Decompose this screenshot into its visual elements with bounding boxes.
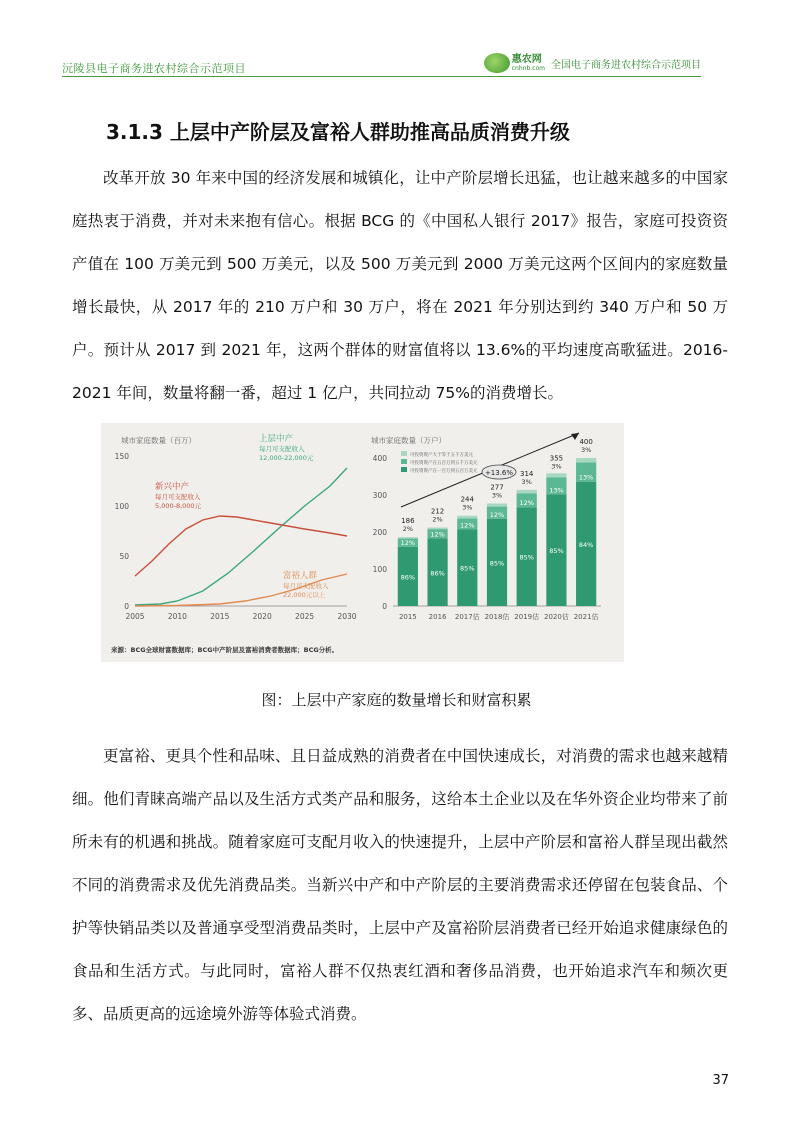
bar-segment bbox=[427, 528, 447, 530]
paragraph-intro: 改革开放 30 年来中国的经济发展和城镇化，让中产阶层增长迅猛，也让越来越多的中国家庭热衷于消费，并对未来抱有信心。根据 BCG 的《中国私人银行 2017》报告，家庭可投资资产值在 100 万美元到 500 万美元，以及 500 万美元到 2000 万美元这两个区间内的家庭数量增长最快，从 2017 年的 210 万户和 30 万户，将在 2021 年分别达到约 340 万户和 50 万户。预计从 2017 到 2021 年，这两个群体的财富值将以 13.6%的平均速度高歌猛进。2016-2021 年间，数量将翻一番，超过 1 亿户，共同拉动 75%的消费增长。 bbox=[72, 169, 728, 402]
growth-arrow-head-icon bbox=[571, 433, 579, 440]
bar-data-label: 3% bbox=[491, 491, 503, 500]
line-series-subtitle: 每月可支配收入 bbox=[283, 582, 329, 590]
line-chart-x-tick: 2005 bbox=[125, 612, 145, 621]
figure bbox=[101, 423, 624, 662]
line-chart-y-tick: 50 bbox=[119, 552, 129, 561]
bar-x-tick: 2015 bbox=[398, 613, 417, 621]
paragraph-body: 更富裕、更具个性和品味、且日益成熟的消费者在中国快速成长，对消费的需求也越来越精细。他们青睐高端产品以及生活方式类产品和服务，这给本土企业以及在华外资企业均带来了前所未有的机遇和挑战。随着家庭可支配月收入的快速提升，上层中产阶层和富裕人群呈现出截然不同的消费需求及优先消费品类。当新兴中产和中产阶层的主要消费需求还停留在包装食品、个护等快销品类以及普通享受型消费品类时，上层中产及富裕阶层消费者已经开始追求健康绿色的食品和生活方式。与此同时，富裕人群不仅热衷红酒和奢侈品消费，也开始追求汽车和频次更多、品质更高的远途境外游等体验式消费。 bbox=[72, 747, 728, 1023]
line-series-label: 上层中产 bbox=[259, 434, 294, 444]
line-series-range: 5,000-8,000元 bbox=[155, 502, 202, 510]
bar-total-label: 355 bbox=[549, 454, 564, 463]
line-chart-y-tick: 0 bbox=[124, 602, 129, 611]
bar-segment bbox=[487, 504, 507, 507]
bar-data-label: 3% bbox=[462, 503, 473, 512]
header-divider bbox=[62, 76, 701, 77]
bar-data-label: 2% bbox=[432, 515, 443, 524]
bar-total-label: 186 bbox=[401, 517, 415, 526]
bar-data-label: 85% bbox=[549, 547, 564, 556]
line-series-range: 22,000元以上 bbox=[283, 591, 326, 599]
bar-x-tick: 2016 bbox=[428, 613, 447, 621]
line-series-label: 新兴中产 bbox=[155, 482, 190, 492]
bar-data-label: 12% bbox=[460, 521, 475, 530]
bar-total-label: 314 bbox=[520, 469, 534, 478]
legend-swatch bbox=[401, 467, 407, 472]
bar-chart-y-tick: 400 bbox=[372, 454, 387, 463]
line-series-1 bbox=[135, 516, 347, 576]
bar-segment bbox=[457, 516, 477, 519]
bar-total-label: 277 bbox=[490, 483, 504, 492]
bar-chart-y-tick: 100 bbox=[372, 565, 387, 574]
bar-chart-y-tick: 200 bbox=[372, 528, 387, 537]
line-chart-x-tick: 2015 bbox=[210, 612, 230, 621]
line-chart-y-tick: 100 bbox=[114, 502, 129, 511]
bar-data-label: 12% bbox=[400, 538, 416, 547]
header-project-name: 沅陵县电子商务进农村综合示范项目 bbox=[62, 62, 246, 75]
bar-x-tick: 2019估 bbox=[514, 613, 540, 621]
bar-segment bbox=[546, 473, 566, 477]
line-series-range: 12,000-22,000元 bbox=[259, 454, 314, 462]
bar-total-label: 212 bbox=[430, 507, 445, 516]
bar-x-tick: 2021估 bbox=[573, 613, 599, 621]
bar-data-label: 85% bbox=[519, 553, 534, 562]
bar-total-label: 244 bbox=[460, 495, 474, 504]
header-title: 全国电子商务进农村综合示范项目 bbox=[551, 59, 701, 71]
bar-data-label: 3% bbox=[580, 446, 592, 454]
bar-x-tick: 2018估 bbox=[484, 613, 510, 621]
figure-caption: 图：上层中产家庭的数量增长和财富积累 bbox=[261, 691, 532, 709]
logo-block bbox=[512, 55, 545, 72]
legend-swatch bbox=[401, 459, 407, 464]
bar-data-label: 84% bbox=[578, 540, 594, 549]
section-title: 3.1.3 上层中产阶层及富裕人群助推高品质消费升级 bbox=[106, 120, 570, 144]
legend-label: 可投资资产大于等于五千万美元 bbox=[410, 453, 473, 458]
legend-swatch bbox=[401, 451, 407, 456]
header-brand bbox=[484, 53, 701, 73]
bar-data-label: 12% bbox=[519, 499, 534, 508]
bar-chart-title: 城市家庭数量（万户） bbox=[371, 436, 446, 445]
line-chart-x-tick: 2010 bbox=[167, 612, 187, 621]
bar-data-label: 2% bbox=[402, 525, 414, 534]
bar-segment bbox=[517, 490, 537, 493]
bar-data-label: 86% bbox=[430, 569, 445, 578]
line-chart-x-tick: 2030 bbox=[337, 612, 357, 621]
leaf-logo-icon bbox=[484, 53, 510, 73]
line-series-subtitle: 每月可支配收入 bbox=[259, 445, 305, 453]
figure-source: 来源：BCG全球财富数据库；BCG中产阶层及富裕消费者数据库；BCG分析。 bbox=[111, 646, 339, 654]
line-series-subtitle: 每月可支配收入 bbox=[155, 493, 201, 501]
bar-chart-y-tick: 300 bbox=[372, 491, 387, 500]
bar-data-label: 3% bbox=[551, 462, 562, 471]
bar-x-tick: 2017估 bbox=[454, 613, 480, 621]
growth-annotation: +13.6% bbox=[484, 469, 514, 477]
bar-data-label: 86% bbox=[400, 573, 416, 582]
legend-label: 可投资资产在一百万到五百万美元 bbox=[410, 469, 478, 474]
line-series-label: 富裕人群 bbox=[283, 571, 318, 581]
line-chart-x-tick: 2020 bbox=[252, 612, 272, 621]
bar-data-label: 12% bbox=[430, 530, 445, 539]
figure-charts bbox=[101, 423, 624, 662]
bar-segment bbox=[576, 458, 596, 462]
line-chart-title: 城市家庭数量（百万） bbox=[121, 436, 196, 445]
logo-text: 惠农网 bbox=[511, 53, 542, 65]
bar-total-label: 400 bbox=[579, 438, 593, 446]
line-chart-x-tick: 2025 bbox=[295, 612, 315, 621]
bar-chart-y-tick: 0 bbox=[382, 602, 387, 611]
logo-subtext: cnhnb.com bbox=[511, 64, 545, 72]
bar-data-label: 12% bbox=[489, 510, 505, 519]
legend-label: 可投资资产在五百万到五千万美元 bbox=[410, 461, 478, 466]
line-chart-y-tick: 150 bbox=[114, 452, 129, 461]
bar-data-label: 85% bbox=[489, 559, 505, 568]
bar-data-label: 13% bbox=[578, 473, 594, 482]
bar-data-label: 85% bbox=[460, 564, 475, 573]
page-number: 37 bbox=[712, 1073, 729, 1088]
bar-data-label: 3% bbox=[521, 477, 532, 486]
bar-data-label: 13% bbox=[549, 486, 564, 495]
bar-x-tick: 2020估 bbox=[544, 613, 569, 621]
